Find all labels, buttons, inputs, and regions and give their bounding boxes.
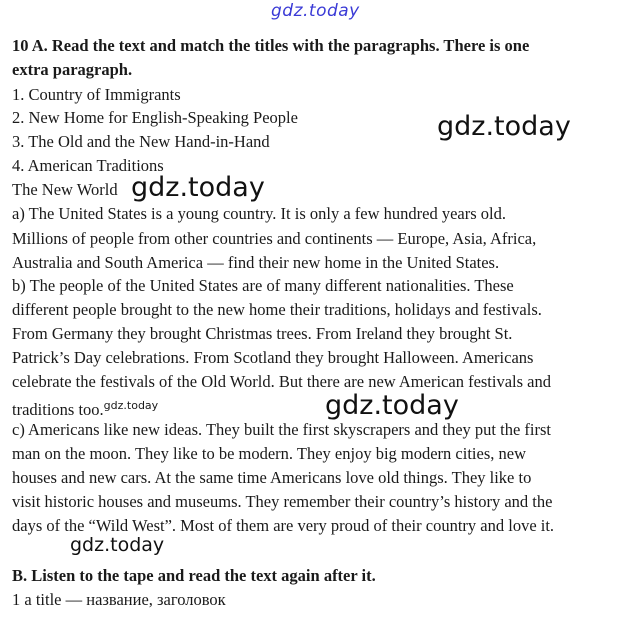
para-line-8: celebrate the festivals of the Old World. But there are new American festivals and	[12, 372, 552, 391]
para-line-9	[12, 396, 158, 420]
watermark-top: gdz.today	[271, 1, 360, 21]
para-line-10: c) Americans like new ideas. They built the first skyscrapers and they put the first	[12, 420, 552, 439]
para-line-12: houses and new cars. At the same time Americans love old things. They like to	[12, 468, 532, 487]
para-line-5: different people brought to the new home their traditions, holidays and festivals.	[12, 300, 542, 319]
para-line-7: Patrick’s Day celebrations. From Scotland they brought Halloween. Americans	[12, 348, 534, 367]
title-option-3: 3. The Old and the New Hand-in-Hand	[12, 132, 270, 151]
para-line-6: From Germany they brought Christmas trees. From Ireland they brought St.	[12, 324, 513, 343]
task-b-heading: B. Listen to the tape and read the text again after it.	[12, 566, 376, 585]
watermark-bottom: gdz.today	[70, 534, 165, 556]
para-line-2: Millions of people from other countries and continents — Europe, Asia, Africa,	[12, 229, 537, 248]
watermark-title-inline: gdz.today	[131, 172, 265, 203]
title-option-4: 4. American Traditions	[12, 156, 164, 175]
para-line-3: Australia and South America — find their new home in the United States.	[12, 253, 500, 272]
para-line-1: a) The United States is a young country. It is only a few hundred years old.	[12, 204, 506, 223]
watermark-small-inline: gdz.today	[103, 399, 159, 412]
text-title: The New World	[12, 180, 118, 199]
watermark-right: gdz.today	[437, 111, 571, 142]
title-option-1: 1. Country of Immigrants	[12, 85, 181, 104]
vocab-line: 1 a title — название, заголовок	[12, 590, 226, 609]
task-a-heading-line2: extra paragraph.	[12, 60, 133, 79]
para-line-4: b) The people of the United States are of many different nationalities. These	[12, 276, 514, 295]
watermark-mid-right: gdz.today	[325, 390, 459, 421]
para-line-11: man on the moon. They like to be modern. They enjoy big modern cities, new	[12, 444, 526, 463]
title-option-2: 2. New Home for English-Speaking People	[12, 108, 298, 127]
para-line-14: days of the “Wild West”. Most of them are very proud of their country and love it.	[12, 516, 555, 535]
para-line-9-text: traditions too.	[12, 400, 104, 419]
task-a-heading-line1: 10 A. Read the text and match the titles with the paragraphs. There is one	[12, 36, 530, 55]
para-line-13: visit historic houses and museums. They remember their country’s history and the	[12, 492, 553, 511]
